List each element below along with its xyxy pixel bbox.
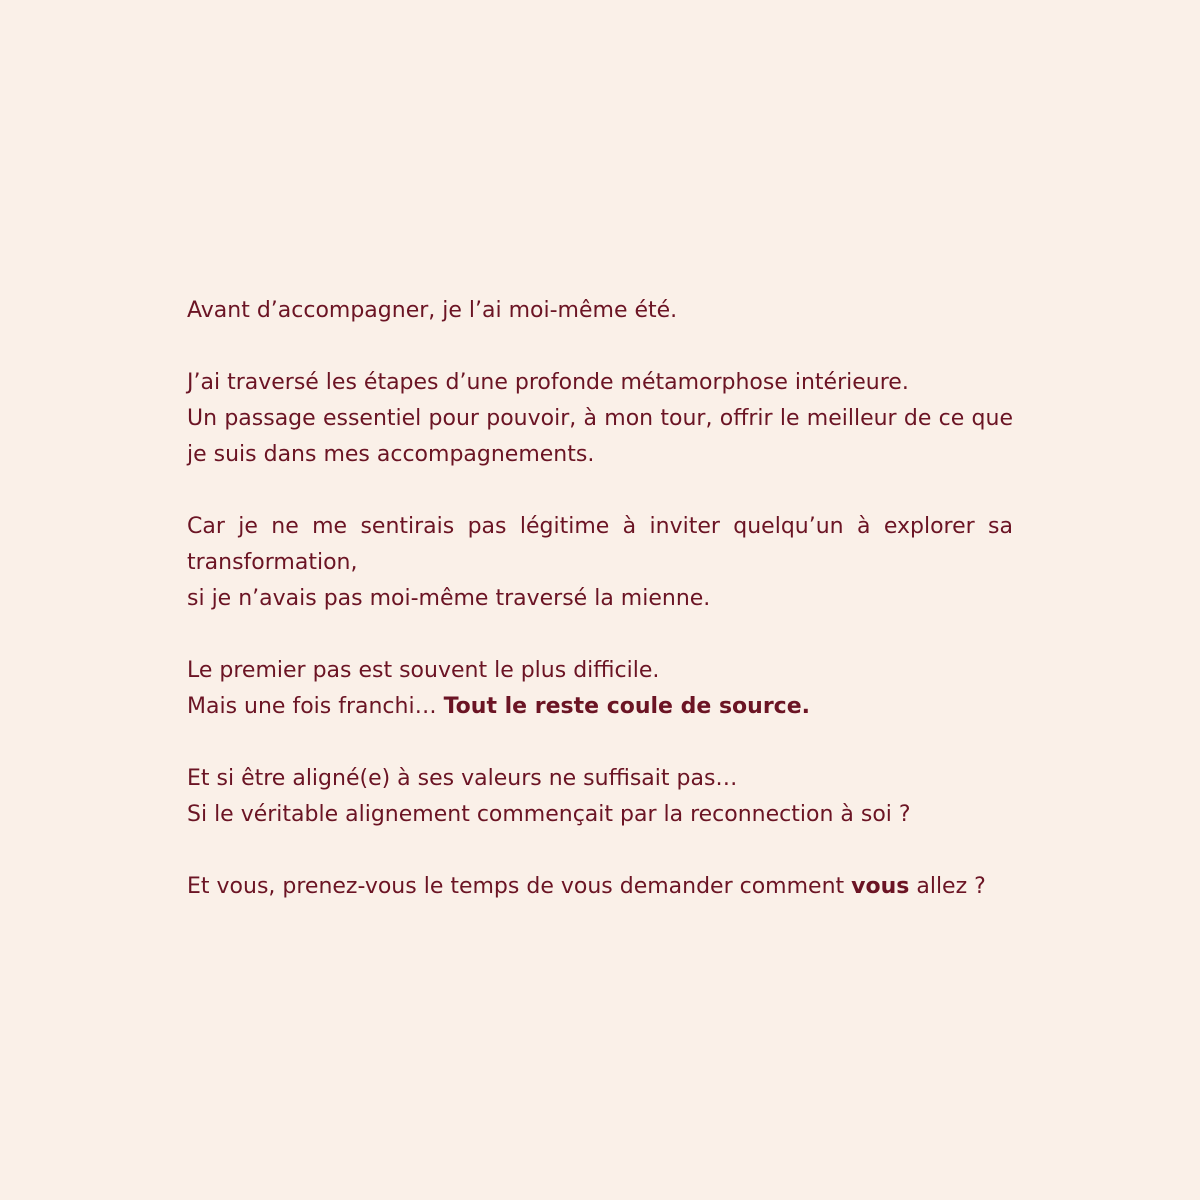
paragraph-legitimacy [187,509,1013,617]
text-block [187,293,1013,905]
question-line [187,869,1013,905]
reconnection-line: Si le véritable alignement commençait par la reconnection à soi ? [187,802,911,827]
crossed-line-bold: Tout le reste coule de source. [443,694,811,719]
paragraph-first-step [187,653,1013,725]
question-bold: vous [851,874,910,899]
paragraph-metamorphosis [187,365,1013,473]
first-step-line: Le premier pas est souvent le plus difficile. [187,658,660,683]
crossed-line-prefix: Mais une fois franchi… [187,694,444,719]
paragraph-alignment [187,761,1013,833]
question-prefix: Et vous, prenez-vous le temps de vous demander comment [187,874,852,899]
paragraph-question [187,869,1013,905]
crossed-line [187,689,1013,725]
intro-line: Avant d’accompagner, je l’ai moi-même été. [187,298,678,323]
paragraph-intro [187,293,1013,329]
question-suffix: allez ? [909,874,986,899]
values-line: Et si être aligné(e) à ses valeurs ne suffisait pas… [187,766,738,791]
legitimacy-line: Car je ne me sentirais pas légitime à inviter quelqu’un à explorer sa transformation, [187,514,1013,575]
essential-passage-line: Un passage essentiel pour pouvoir, à mon tour, offrir le meilleur de ce que je suis dans mes accompagnements. [187,406,1013,467]
metamorphosis-line: J’ai traversé les étapes d’une profonde métamorphose intérieure. [187,370,909,395]
own-transformation-line: si je n’avais pas moi-même traversé la mienne. [187,586,711,611]
